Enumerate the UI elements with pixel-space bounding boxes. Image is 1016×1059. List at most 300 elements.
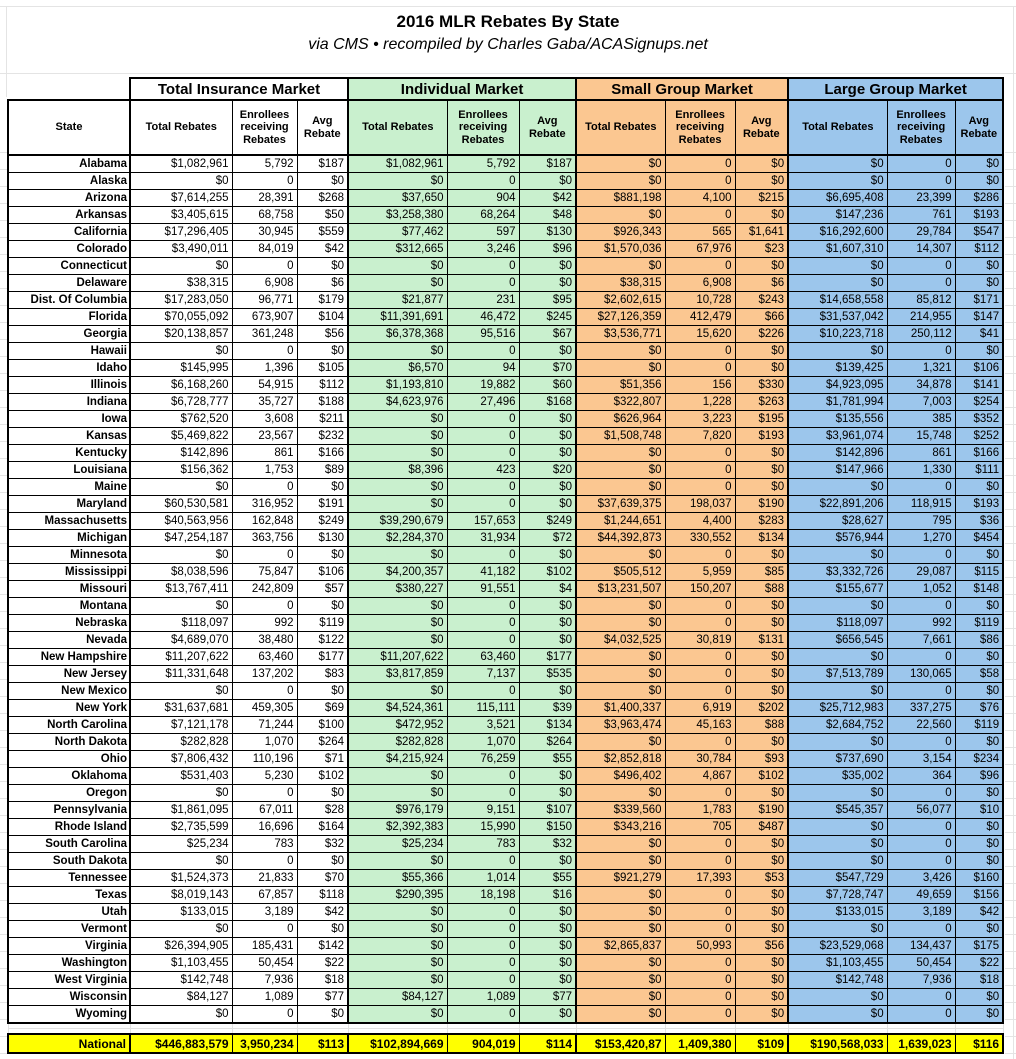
state-cell: Arizona — [8, 190, 130, 207]
value-cell: $0 — [348, 768, 447, 785]
corner-cell — [8, 78, 130, 100]
value-cell: 0 — [665, 258, 735, 275]
value-cell: $148 — [955, 581, 1003, 598]
value-cell: $39 — [519, 700, 576, 717]
state-cell: Alabama — [8, 155, 130, 173]
value-cell: 14,307 — [887, 241, 955, 258]
value-cell: 27,496 — [447, 394, 519, 411]
value-cell: 0 — [887, 258, 955, 275]
value-cell: $66 — [735, 309, 788, 326]
value-cell: 1,783 — [665, 802, 735, 819]
value-cell: $28,627 — [788, 513, 887, 530]
table-row — [8, 836, 1003, 853]
value-cell: $28 — [297, 802, 348, 819]
value-cell: $105 — [297, 360, 348, 377]
value-cell: $0 — [348, 428, 447, 445]
value-cell: $51,356 — [576, 377, 665, 394]
value-cell: 29,087 — [887, 564, 955, 581]
value-cell: $0 — [955, 343, 1003, 360]
value-cell: $6 — [297, 275, 348, 292]
value-cell: 30,945 — [232, 224, 297, 241]
value-cell: 71,244 — [232, 717, 297, 734]
value-cell: $122 — [297, 632, 348, 649]
value-cell: $147,236 — [788, 207, 887, 224]
table-row — [8, 955, 1003, 972]
value-cell: 4,100 — [665, 190, 735, 207]
value-cell: $472,952 — [348, 717, 447, 734]
value-cell: $69 — [297, 700, 348, 717]
value-cell: $0 — [348, 615, 447, 632]
value-cell: 5,792 — [232, 155, 297, 173]
value-cell: $0 — [348, 853, 447, 870]
value-cell: $535 — [519, 666, 576, 683]
value-cell: $0 — [348, 258, 447, 275]
value-cell: $160 — [955, 870, 1003, 887]
value-cell: $142,748 — [788, 972, 887, 989]
value-cell: $4,524,361 — [348, 700, 447, 717]
value-cell: $187 — [519, 155, 576, 173]
value-cell: 3,189 — [232, 904, 297, 921]
value-cell: $215 — [735, 190, 788, 207]
value-cell: $0 — [348, 938, 447, 955]
value-cell: $145,995 — [130, 360, 232, 377]
state-cell: Kentucky — [8, 445, 130, 462]
value-cell: $32 — [519, 836, 576, 853]
value-cell: $88 — [735, 717, 788, 734]
value-cell: $0 — [519, 921, 576, 938]
state-cell: South Dakota — [8, 853, 130, 870]
national-value-cell: $190,568,033 — [788, 1034, 887, 1053]
page-title: 2016 MLR Rebates By State — [396, 12, 620, 31]
table-row — [8, 224, 1003, 241]
value-cell: $112 — [955, 241, 1003, 258]
value-cell: $881,198 — [576, 190, 665, 207]
value-cell: $1,781,994 — [788, 394, 887, 411]
table-row — [8, 428, 1003, 445]
value-cell: 134,437 — [887, 938, 955, 955]
value-cell: 157,653 — [447, 513, 519, 530]
value-cell: $0 — [576, 1006, 665, 1024]
column-header-total-rebates: Total Rebates — [130, 100, 232, 155]
table-row — [8, 581, 1003, 598]
value-cell: $0 — [955, 173, 1003, 190]
state-cell: Mississippi — [8, 564, 130, 581]
value-cell: $102 — [735, 768, 788, 785]
value-cell: 7,003 — [887, 394, 955, 411]
state-cell: Washington — [8, 955, 130, 972]
value-cell: $290,395 — [348, 887, 447, 904]
value-cell: $283 — [735, 513, 788, 530]
value-cell: 115,111 — [447, 700, 519, 717]
value-cell: $1,082,961 — [348, 155, 447, 173]
value-cell: $67 — [519, 326, 576, 343]
value-cell: $118,097 — [130, 615, 232, 632]
state-cell: Missouri — [8, 581, 130, 598]
value-cell: $0 — [297, 785, 348, 802]
value-cell: $976,179 — [348, 802, 447, 819]
value-cell: $0 — [735, 853, 788, 870]
value-cell: 316,952 — [232, 496, 297, 513]
value-cell: $0 — [788, 989, 887, 1006]
value-cell: $0 — [955, 155, 1003, 173]
value-cell: 30,784 — [665, 751, 735, 768]
value-cell: $7,806,432 — [130, 751, 232, 768]
value-cell: $13,767,411 — [130, 581, 232, 598]
value-cell: $115 — [955, 564, 1003, 581]
value-cell: 0 — [447, 547, 519, 564]
value-cell: $4,923,095 — [788, 377, 887, 394]
value-cell: $86 — [955, 632, 1003, 649]
value-cell: $190 — [735, 802, 788, 819]
value-cell: 0 — [665, 734, 735, 751]
value-cell: $100 — [297, 717, 348, 734]
table-row — [8, 615, 1003, 632]
value-cell: $104 — [297, 309, 348, 326]
value-cell: $0 — [788, 683, 887, 700]
national-value-cell: $114 — [519, 1034, 576, 1053]
table-row — [8, 479, 1003, 496]
value-cell: $166 — [297, 445, 348, 462]
column-header-enrollees: Enrollees receiving Rebates — [447, 100, 519, 155]
value-cell: $0 — [130, 343, 232, 360]
value-cell: $0 — [955, 479, 1003, 496]
value-cell: 85,812 — [887, 292, 955, 309]
value-cell: 0 — [665, 853, 735, 870]
value-cell: $22 — [297, 955, 348, 972]
value-cell: $226 — [735, 326, 788, 343]
value-cell: $0 — [576, 649, 665, 666]
value-cell: $0 — [576, 734, 665, 751]
value-cell: $106 — [297, 564, 348, 581]
state-cell: Connecticut — [8, 258, 130, 275]
value-cell: $1,524,373 — [130, 870, 232, 887]
state-cell: New York — [8, 700, 130, 717]
value-cell: 5,959 — [665, 564, 735, 581]
table-row — [8, 666, 1003, 683]
value-cell: 23,399 — [887, 190, 955, 207]
value-cell: $0 — [788, 853, 887, 870]
value-cell: $487 — [735, 819, 788, 836]
table-row — [8, 394, 1003, 411]
value-cell: $0 — [348, 598, 447, 615]
value-cell: $0 — [348, 445, 447, 462]
value-cell: $0 — [348, 785, 447, 802]
value-cell: $0 — [348, 411, 447, 428]
value-cell: 861 — [232, 445, 297, 462]
value-cell: 0 — [232, 547, 297, 564]
value-cell: $0 — [519, 411, 576, 428]
value-cell: $0 — [788, 343, 887, 360]
value-cell: 84,019 — [232, 241, 297, 258]
value-cell: $0 — [955, 785, 1003, 802]
value-cell: $0 — [735, 155, 788, 173]
value-cell: $3,817,859 — [348, 666, 447, 683]
value-cell: $42 — [297, 241, 348, 258]
value-cell: $0 — [735, 360, 788, 377]
value-cell: 0 — [447, 275, 519, 292]
value-cell: $0 — [576, 989, 665, 1006]
value-cell: $0 — [788, 258, 887, 275]
column-header-total-rebates: Total Rebates — [576, 100, 665, 155]
value-cell: $576,944 — [788, 530, 887, 547]
value-cell: 0 — [665, 1006, 735, 1024]
value-cell: 30,819 — [665, 632, 735, 649]
value-cell: $70 — [519, 360, 576, 377]
value-cell: 31,934 — [447, 530, 519, 547]
value-cell: 156 — [665, 377, 735, 394]
value-cell: 0 — [447, 768, 519, 785]
value-cell: $0 — [735, 836, 788, 853]
value-cell: 597 — [447, 224, 519, 241]
value-cell: $0 — [576, 462, 665, 479]
value-cell: 0 — [665, 649, 735, 666]
value-cell: $0 — [576, 343, 665, 360]
state-cell: Ohio — [8, 751, 130, 768]
value-cell: $177 — [297, 649, 348, 666]
value-cell: $16,292,600 — [788, 224, 887, 241]
value-cell: 9,151 — [447, 802, 519, 819]
value-cell: $155,677 — [788, 581, 887, 598]
value-cell: $8,038,596 — [130, 564, 232, 581]
value-cell: 68,758 — [232, 207, 297, 224]
gridline — [0, 6, 1016, 7]
value-cell: 0 — [447, 479, 519, 496]
value-cell: $0 — [788, 819, 887, 836]
value-cell: 0 — [665, 547, 735, 564]
value-cell: $0 — [788, 598, 887, 615]
value-cell: $0 — [788, 649, 887, 666]
value-cell: $13,231,507 — [576, 581, 665, 598]
value-cell: $85 — [735, 564, 788, 581]
value-cell: 385 — [887, 411, 955, 428]
value-cell: $37,650 — [348, 190, 447, 207]
value-cell: $21,877 — [348, 292, 447, 309]
value-cell: $96 — [519, 241, 576, 258]
value-cell: $25,712,983 — [788, 700, 887, 717]
column-header-enrollees: Enrollees receiving Rebates — [887, 100, 955, 155]
table-row — [8, 649, 1003, 666]
table-row — [8, 734, 1003, 751]
value-cell: $352 — [955, 411, 1003, 428]
column-header-avg-rebate: Avg Rebate — [735, 100, 788, 155]
value-cell: 0 — [887, 343, 955, 360]
table-row — [8, 377, 1003, 394]
value-cell: 0 — [887, 547, 955, 564]
value-cell: $245 — [519, 309, 576, 326]
value-cell: $142,896 — [788, 445, 887, 462]
table-row — [8, 632, 1003, 649]
table-row — [8, 989, 1003, 1006]
value-cell: 0 — [447, 921, 519, 938]
value-cell: $119 — [955, 717, 1003, 734]
value-cell: $70 — [297, 870, 348, 887]
title-block — [0, 12, 1016, 54]
value-cell: $0 — [576, 853, 665, 870]
value-cell: $16 — [519, 887, 576, 904]
value-cell: $40,563,956 — [130, 513, 232, 530]
value-cell: $737,690 — [788, 751, 887, 768]
table-row — [8, 326, 1003, 343]
value-cell: 1,070 — [447, 734, 519, 751]
value-cell: $147 — [955, 309, 1003, 326]
value-cell: $0 — [955, 547, 1003, 564]
table-row — [8, 445, 1003, 462]
value-cell: $20,138,857 — [130, 326, 232, 343]
value-cell: $0 — [788, 547, 887, 564]
table-row — [8, 700, 1003, 717]
value-cell: $107 — [519, 802, 576, 819]
state-cell: Tennessee — [8, 870, 130, 887]
page-subtitle: via CMS • recompiled by Charles Gaba/ACASignups.net — [308, 36, 708, 53]
value-cell: 992 — [887, 615, 955, 632]
value-cell: $547 — [955, 224, 1003, 241]
value-cell: $38,315 — [130, 275, 232, 292]
value-cell: 3,608 — [232, 411, 297, 428]
value-cell: 0 — [232, 785, 297, 802]
value-cell: $3,961,074 — [788, 428, 887, 445]
value-cell: $1,244,651 — [576, 513, 665, 530]
state-cell: New Mexico — [8, 683, 130, 700]
value-cell: $18 — [297, 972, 348, 989]
value-cell: 0 — [887, 921, 955, 938]
value-cell: 0 — [665, 360, 735, 377]
value-cell: $0 — [735, 615, 788, 632]
value-cell: $0 — [735, 972, 788, 989]
value-cell: $175 — [955, 938, 1003, 955]
table-row — [8, 462, 1003, 479]
value-cell: $0 — [735, 547, 788, 564]
value-cell: $41 — [955, 326, 1003, 343]
value-cell: 0 — [887, 785, 955, 802]
value-cell: $25,234 — [130, 836, 232, 853]
value-cell: 0 — [887, 275, 955, 292]
value-cell: $0 — [955, 819, 1003, 836]
value-cell: $8,019,143 — [130, 887, 232, 904]
value-cell: $0 — [348, 921, 447, 938]
table-row — [8, 258, 1003, 275]
value-cell: $0 — [955, 989, 1003, 1006]
state-cell: West Virginia — [8, 972, 130, 989]
value-cell: $0 — [788, 155, 887, 173]
national-value-cell: $116 — [955, 1034, 1003, 1053]
value-cell: $2,735,599 — [130, 819, 232, 836]
value-cell: $150 — [519, 819, 576, 836]
value-cell: $0 — [576, 683, 665, 700]
value-cell: $0 — [788, 479, 887, 496]
value-cell: $0 — [348, 1006, 447, 1024]
value-cell: $2,865,837 — [576, 938, 665, 955]
value-cell: $193 — [955, 496, 1003, 513]
value-cell: 412,479 — [665, 309, 735, 326]
value-cell: $118 — [297, 887, 348, 904]
value-cell: 0 — [665, 904, 735, 921]
value-cell: 0 — [665, 207, 735, 224]
value-cell: 0 — [447, 683, 519, 700]
value-cell: $0 — [519, 343, 576, 360]
value-cell: $0 — [576, 666, 665, 683]
value-cell: 3,189 — [887, 904, 955, 921]
value-cell: $0 — [519, 955, 576, 972]
value-cell: $0 — [576, 972, 665, 989]
value-cell: $0 — [788, 734, 887, 751]
value-cell: 1,089 — [232, 989, 297, 1006]
value-cell: 0 — [447, 853, 519, 870]
value-cell: 1,753 — [232, 462, 297, 479]
value-cell: $0 — [519, 1006, 576, 1024]
state-cell: South Carolina — [8, 836, 130, 853]
value-cell: $926,343 — [576, 224, 665, 241]
value-cell: $71 — [297, 751, 348, 768]
value-cell: $559 — [297, 224, 348, 241]
value-cell: 705 — [665, 819, 735, 836]
value-cell: $0 — [297, 1006, 348, 1024]
value-cell: $0 — [348, 955, 447, 972]
value-cell: $3,258,380 — [348, 207, 447, 224]
value-cell: 0 — [447, 938, 519, 955]
value-cell: $330 — [735, 377, 788, 394]
value-cell: 7,820 — [665, 428, 735, 445]
value-cell: 34,878 — [887, 377, 955, 394]
value-cell: 3,521 — [447, 717, 519, 734]
value-cell: 0 — [232, 853, 297, 870]
value-cell: $0 — [735, 989, 788, 1006]
value-cell: $0 — [130, 683, 232, 700]
value-cell: 49,659 — [887, 887, 955, 904]
value-cell: $130 — [297, 530, 348, 547]
value-cell: $656,545 — [788, 632, 887, 649]
national-value-cell: $102,894,669 — [348, 1034, 447, 1053]
value-cell: $0 — [297, 258, 348, 275]
value-cell: $3,405,615 — [130, 207, 232, 224]
state-cell: Idaho — [8, 360, 130, 377]
value-cell: $0 — [519, 445, 576, 462]
table-row — [8, 870, 1003, 887]
value-cell: 15,748 — [887, 428, 955, 445]
value-cell: $0 — [955, 921, 1003, 938]
table-row — [8, 683, 1003, 700]
value-cell: $60,530,581 — [130, 496, 232, 513]
value-cell: $17,283,050 — [130, 292, 232, 309]
value-cell: $0 — [576, 547, 665, 564]
value-cell: 0 — [665, 598, 735, 615]
value-cell: 0 — [665, 462, 735, 479]
value-cell: 0 — [447, 632, 519, 649]
value-cell: $95 — [519, 292, 576, 309]
value-cell: $263 — [735, 394, 788, 411]
column-header-enrollees: Enrollees receiving Rebates — [232, 100, 297, 155]
value-cell: 337,275 — [887, 700, 955, 717]
value-cell: $1,103,455 — [130, 955, 232, 972]
value-cell: $0 — [519, 785, 576, 802]
value-cell: $0 — [576, 360, 665, 377]
value-cell: $0 — [735, 683, 788, 700]
value-cell: 110,196 — [232, 751, 297, 768]
value-cell: $1,570,036 — [576, 241, 665, 258]
value-cell: 63,460 — [447, 649, 519, 666]
value-cell: $0 — [348, 972, 447, 989]
value-cell: $6,570 — [348, 360, 447, 377]
value-cell: $0 — [519, 938, 576, 955]
table-row — [8, 853, 1003, 870]
value-cell: $0 — [348, 479, 447, 496]
value-cell: $0 — [297, 683, 348, 700]
table-row — [8, 173, 1003, 190]
value-cell: $0 — [576, 887, 665, 904]
value-cell: $0 — [735, 258, 788, 275]
value-cell: $133,015 — [788, 904, 887, 921]
value-cell: $1,082,961 — [130, 155, 232, 173]
value-cell: $282,828 — [130, 734, 232, 751]
